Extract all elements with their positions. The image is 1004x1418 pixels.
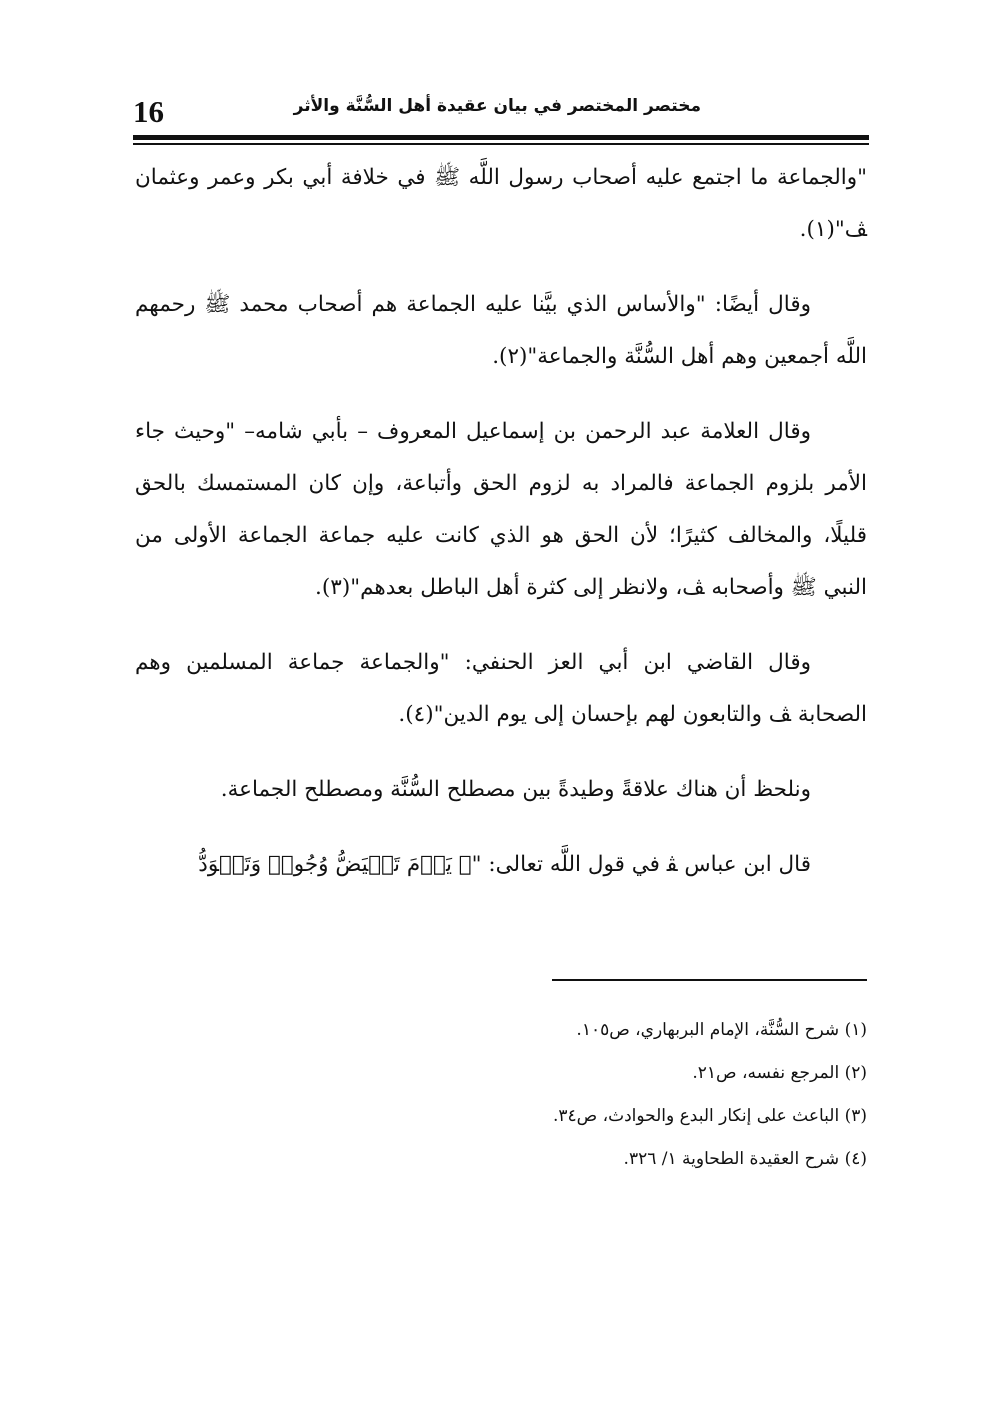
page-header: [133, 88, 869, 134]
footnote-2: (٢) المرجع نفسه، ص٢١.: [692, 1063, 867, 1083]
paragraph-6: قال ابن عباس ﭭ في قول اللَّه تعالى: "﴿ يَوۡمَ تَبۡيَضُّ وُجُوهٞ وَتَسۡوَدُّ: [198, 852, 811, 877]
paragraph-3: وقال العلامة عبد الرحمن بن إسماعيل المعروف – بأبي شامه– "وحيث جاء الأمر بلزوم الجماعة فالمراد به لزوم الحق وأتباعة، وإن كان المستمسك بالحق قليلًا، والمخالف كثيرًا؛ لأن الحق هو الذي كانت عليه جماعة الجماعة الأولى من النبي ﷺ وأصحابه ﭫ، ولانظر إلى كثرة أهل الباطل بعدهم"(٣).: [135, 419, 867, 600]
footnote-3: (٣) الباعث على إنكار البدع والحوادث، ص٣٤.: [552, 1106, 867, 1126]
running-title: مختصر المختصر في بيان عقيدة أهل السُّنَّة والأثر: [293, 96, 701, 116]
footnote-4: (٤) شرح العقيدة الطحاوية ١/ ٣٢٦.: [623, 1149, 867, 1169]
paragraph-1: "والجماعة ما اجتمع عليه أصحاب رسول اللَّه ﷺ في خلافة أبي بكر وعمر وعثمان ﭫ"(١).: [135, 165, 867, 242]
footnotes: [135, 1018, 867, 1190]
footnote-separator: [552, 979, 867, 981]
paragraph-5: ونلحظ أن هناك علاقةً وطيدةً بين مصطلح السُّنَّة ومصطلح الجماعة.: [220, 777, 811, 802]
paragraph-4: وقال القاضي ابن أبي العز الحنفي: "والجماعة جماعة المسلمين وهم الصحابة ﭫ والتابعون لهم بإحسان إلى يوم الدين"(٤).: [135, 650, 867, 727]
footnote-1: (١) شرح السُّنَّة، الإمام البربهاري، ص١٠٥.: [576, 1020, 867, 1040]
paragraph-2: وقال أيضًا: "والأساس الذي بيَّنا عليه الجماعة هم أصحاب محمد ﷺ رحمهم اللَّه أجمعين وهم أهل السُّنَّة والجماعة"(٢).: [135, 292, 867, 369]
page-number: 16: [133, 94, 164, 129]
body-text: [135, 152, 867, 914]
header-rule-thin: [133, 143, 869, 145]
header-rule-thick: [133, 135, 869, 140]
